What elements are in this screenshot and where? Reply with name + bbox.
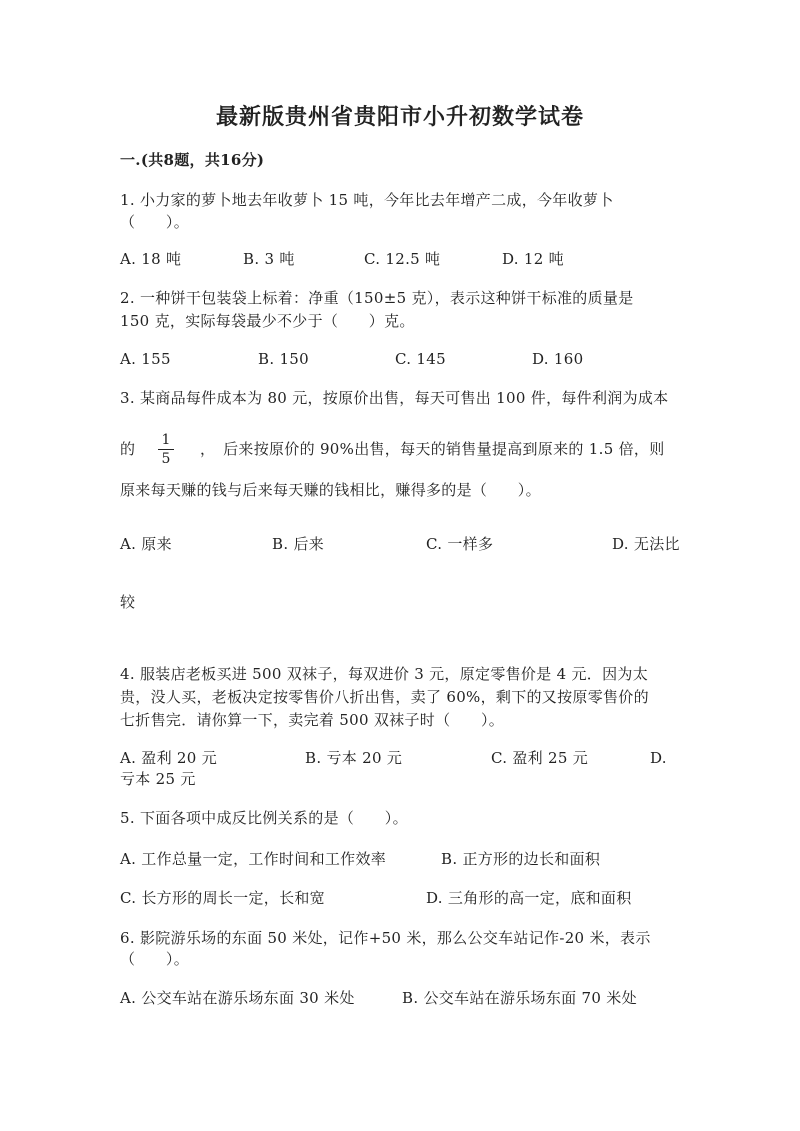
q4-line-2: 贵，没人买，老板决定按零售价八折出售，卖了 60%，剩下的又按原零售价的 bbox=[120, 688, 649, 706]
q4-option-b: B. 亏本 20 元 bbox=[305, 749, 403, 767]
fraction-bar bbox=[158, 449, 174, 450]
q2-option-b: B. 150 bbox=[258, 350, 309, 368]
q3-option-d: D. 无法比 bbox=[612, 535, 680, 553]
q5-option-b: B. 正方形的边长和面积 bbox=[441, 850, 601, 868]
fraction-numerator: 1 bbox=[161, 432, 171, 448]
q1-option-c: C. 12.5 吨 bbox=[364, 250, 441, 268]
q6-line-1: 6. 影院游乐场的东面 50 米处，记作+50 米，那么公交车站记作-20 米，表示 bbox=[120, 929, 651, 947]
q5-line-1: 5. 下面各项中成反比例关系的是（ ）。 bbox=[120, 809, 408, 827]
q4-option-a: A. 盈利 20 元 bbox=[120, 749, 217, 767]
q1-option-d: D. 12 吨 bbox=[502, 250, 564, 268]
q4-option-d-wrap: 亏本 25 元 bbox=[120, 770, 196, 788]
q3-line-1: 3. 某商品每件成本为 80 元，按原价出售，每天可售出 100 件，每件利润为成本 bbox=[120, 389, 669, 407]
q2-option-a: A. 155 bbox=[120, 350, 171, 368]
fraction-denominator: 5 bbox=[161, 451, 171, 467]
page-title: 最新版贵州省贵阳市小升初数学试卷 bbox=[215, 104, 584, 130]
q6-option-b: B. 公交车站在游乐场东面 70 米处 bbox=[402, 989, 637, 1007]
q2-option-d: D. 160 bbox=[532, 350, 584, 368]
q5-option-c: C. 长方形的周长一定，长和宽 bbox=[120, 889, 325, 907]
q2-line-2: 150 克，实际每袋最少不少于（ ）克。 bbox=[120, 312, 415, 330]
q3-line-2-rest: ， 后来按原价的 90%出售，每天的销售量提高到原来的 1.5 倍，则 bbox=[200, 440, 665, 458]
q2-option-c: C. 145 bbox=[395, 350, 446, 368]
q3-option-a: A. 原来 bbox=[120, 535, 172, 553]
q6-option-a: A. 公交车站在游乐场东面 30 米处 bbox=[120, 989, 355, 1007]
q6-line-2: （ ）。 bbox=[120, 950, 190, 968]
section-heading: 一.(共8题，共16分) bbox=[120, 151, 265, 169]
q1-option-b: B. 3 吨 bbox=[243, 250, 295, 268]
q3-option-d-wrap: 较 bbox=[120, 593, 136, 611]
q4-option-c: C. 盈利 25 元 bbox=[491, 749, 589, 767]
q3-option-c: C. 一样多 bbox=[426, 535, 494, 553]
q4-option-d: D. bbox=[650, 749, 667, 767]
q5-option-a: A. 工作总量一定，工作时间和工作效率 bbox=[120, 850, 387, 868]
q3-option-b: B. 后来 bbox=[272, 535, 325, 553]
fraction-one-fifth bbox=[157, 432, 175, 467]
q4-line-1: 4. 服装店老板买进 500 双袜子，每双进价 3 元，原定零售价是 4 元．因为太 bbox=[120, 665, 649, 683]
q3-line-2-start: 的 bbox=[120, 440, 136, 458]
q1-option-a: A. 18 吨 bbox=[120, 250, 182, 268]
q3-line-3: 原来每天赚的钱与后来每天赚的钱相比，赚得多的是（ ）。 bbox=[120, 481, 541, 499]
q4-line-3: 七折售完．请你算一下，卖完着 500 双袜子时（ ）。 bbox=[120, 711, 505, 729]
q2-line-1: 2. 一种饼干包装袋上标着：净重（150±5 克），表示这种饼干标准的质量是 bbox=[120, 289, 634, 307]
q5-option-d: D. 三角形的高一定，底和面积 bbox=[426, 889, 632, 907]
q1-line-1: 1. 小力家的萝卜地去年收萝卜 15 吨，今年比去年增产二成，今年收萝卜 bbox=[120, 191, 614, 209]
q1-line-2: （ ）。 bbox=[120, 213, 190, 231]
